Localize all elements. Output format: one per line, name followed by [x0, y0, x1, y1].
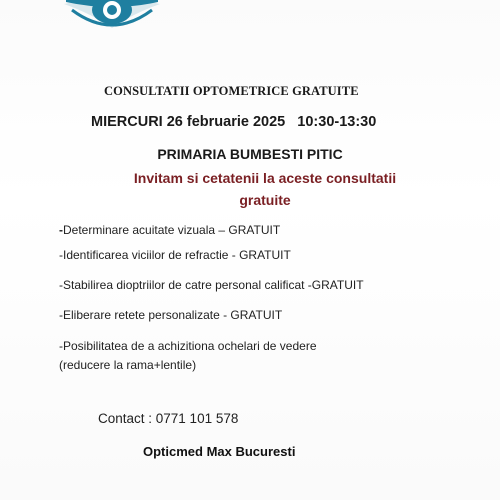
invitation-line-1: Invitam si cetatenii la aceste consultatii: [133, 170, 397, 186]
company-name: Opticmed Max Bucuresti: [143, 444, 296, 459]
service-item: -Determinare acuitate vizuala – GRATUIT: [59, 223, 281, 237]
service-item: -Eliberare retete personalizate - GRATUIT: [59, 308, 283, 322]
invitation-line-2: gratuite: [239, 192, 291, 208]
eye-icon: [62, 0, 162, 40]
event-location: PRIMARIA BUMBESTI PITIC: [157, 146, 343, 162]
service-item: -Posibilitatea de a achizitiona ochelari de vedere: [59, 339, 317, 353]
flyer-title: CONSULTATII OPTOMETRICE GRATUITE: [104, 84, 359, 98]
event-date-time: MIERCURI 26 februarie 2025 10:30-13:30: [91, 114, 377, 130]
contact-phone: Contact : 0771 101 578: [98, 411, 239, 426]
service-item: -Identificarea viciilor de refractie - GRATUIT: [59, 248, 291, 262]
service-item: -Stabilirea dioptriilor de catre personal calificat -GRATUIT: [59, 278, 364, 292]
invitation-text: [115, 167, 415, 211]
service-note: (reducere la rama+lentile): [59, 358, 197, 372]
